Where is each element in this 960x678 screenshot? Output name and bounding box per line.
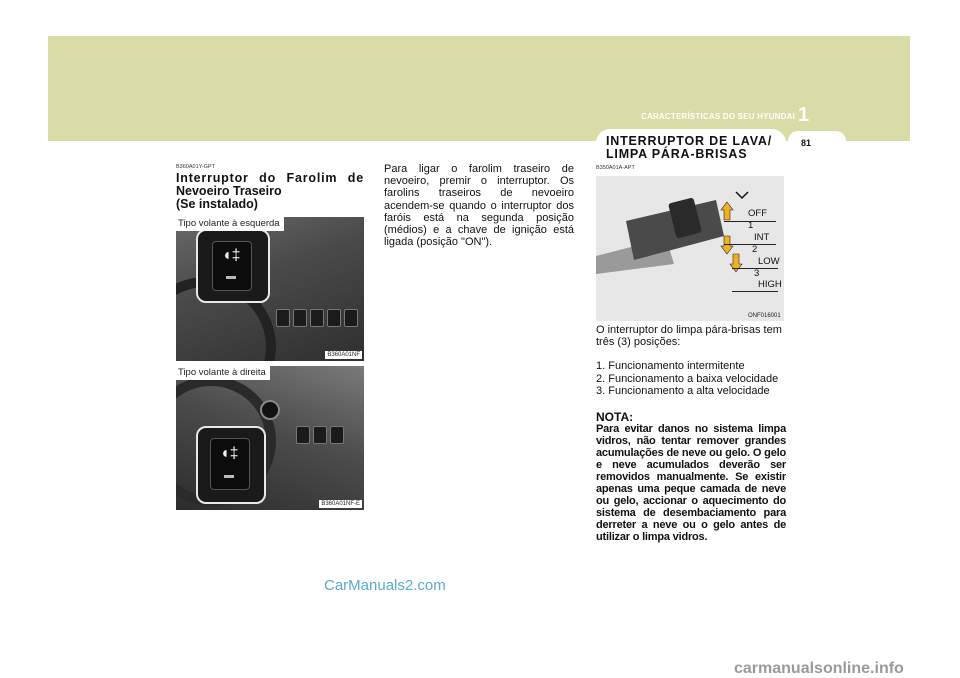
page-number: 81 (800, 138, 811, 148)
switch-indicator (224, 475, 234, 478)
wiper-section-title (606, 135, 784, 161)
note-body: Para evitar danos no sistema limpa vidros, não tentar remover grandes acumulações de neve ou gelo. O gelo e neve acumulados deverão ser removidos manualmente. Se existir apenas uma peque camada de neve ou gelo, accionar o aquecimento do sistema de desembaciamento para derreter a neve ou o gelo antes de utilizar o limpa vidros. (596, 423, 786, 543)
list-item: 3. Funcionamento a alta velocidade (596, 384, 770, 397)
label-rule (724, 244, 776, 245)
header-band (48, 36, 910, 141)
rear-fog-heading (176, 172, 364, 211)
dash-switch-row (296, 426, 344, 444)
note-title: NOTA: (596, 410, 634, 424)
label-3: 3 (754, 268, 760, 279)
heading-line-1: Interruptor do Farolim de (176, 171, 364, 185)
list-item: 1. Funcionamento intermitente (596, 360, 745, 373)
heading-line-2: Nevoeiro Traseiro (176, 184, 282, 198)
section-code-left: B360A01Y-GPT (176, 164, 215, 170)
watermark-carmanualsonline[interactable]: carmanualsonline.info (734, 660, 904, 677)
up-arrow-icon (721, 202, 733, 220)
fog-switch (212, 241, 252, 291)
down-arrow-icon (721, 236, 733, 254)
photo1-label: Tipo volante à esquerda (176, 217, 284, 231)
label-rule (732, 291, 778, 292)
label-2: 2 (752, 244, 758, 255)
switch-indicator (226, 276, 236, 279)
photo2-code: B360A01NF-E (321, 501, 360, 507)
rear-fog-light-icon: ◖‡ (220, 445, 239, 462)
fog-switch-inset (196, 229, 270, 303)
wiper-symbol-icon (736, 192, 748, 198)
fog-switch (210, 438, 250, 490)
photo2-label: Tipo volante à direita (176, 366, 270, 380)
list-item: 2. Funcionamento a baixa velocidade (596, 372, 779, 385)
section-code-right: B350A01A-APT (596, 165, 635, 171)
photo-left-hand-drive (176, 217, 364, 361)
down-arrow-icon (730, 254, 742, 272)
ignition-key-slot (260, 400, 280, 420)
photo1-code: B360A01NF (327, 352, 360, 358)
section-title-line-2: LIMPA PÁRA-BRISAS (606, 147, 748, 161)
fog-switch-inset (196, 426, 266, 504)
wiper-stalk-diagram (596, 176, 784, 321)
rear-fog-description: Para ligar o farolim traseiro de nevoeiro, premir o interruptor. Os farolins traseiros de nevoeiro acendem-se quando o interruptor dos faróis está na segunda posição (médios) e a chave de ignição está ligada (posição "ON"). (384, 163, 574, 249)
rear-fog-light-icon: ◖‡ (222, 247, 241, 264)
watermark-carmanuals2[interactable]: CarManuals2.com (324, 577, 446, 594)
diagram-code: ONF016001 (748, 313, 781, 319)
photo-right-hand-drive (176, 366, 364, 510)
label-int: INT (754, 232, 770, 243)
label-low: LOW (758, 256, 780, 267)
chapter-number: 1 (798, 104, 810, 126)
wiper-positions-list (596, 360, 786, 397)
dash-switch-row (276, 309, 358, 327)
label-off: OFF (748, 208, 767, 219)
chapter-title: CARACTERÍSTICAS DO SEU HYUNDAI (640, 112, 795, 121)
label-high: HIGH (758, 279, 782, 290)
heading-line-3: (Se instalado) (176, 197, 258, 211)
wiper-intro: O interruptor do limpa pára-brisas tem três (3) posições: (596, 324, 782, 349)
wiper-description (596, 324, 786, 397)
section-title-line-1: INTERRUPTOR DE LAVA/ (606, 134, 773, 148)
label-1: 1 (748, 220, 754, 231)
